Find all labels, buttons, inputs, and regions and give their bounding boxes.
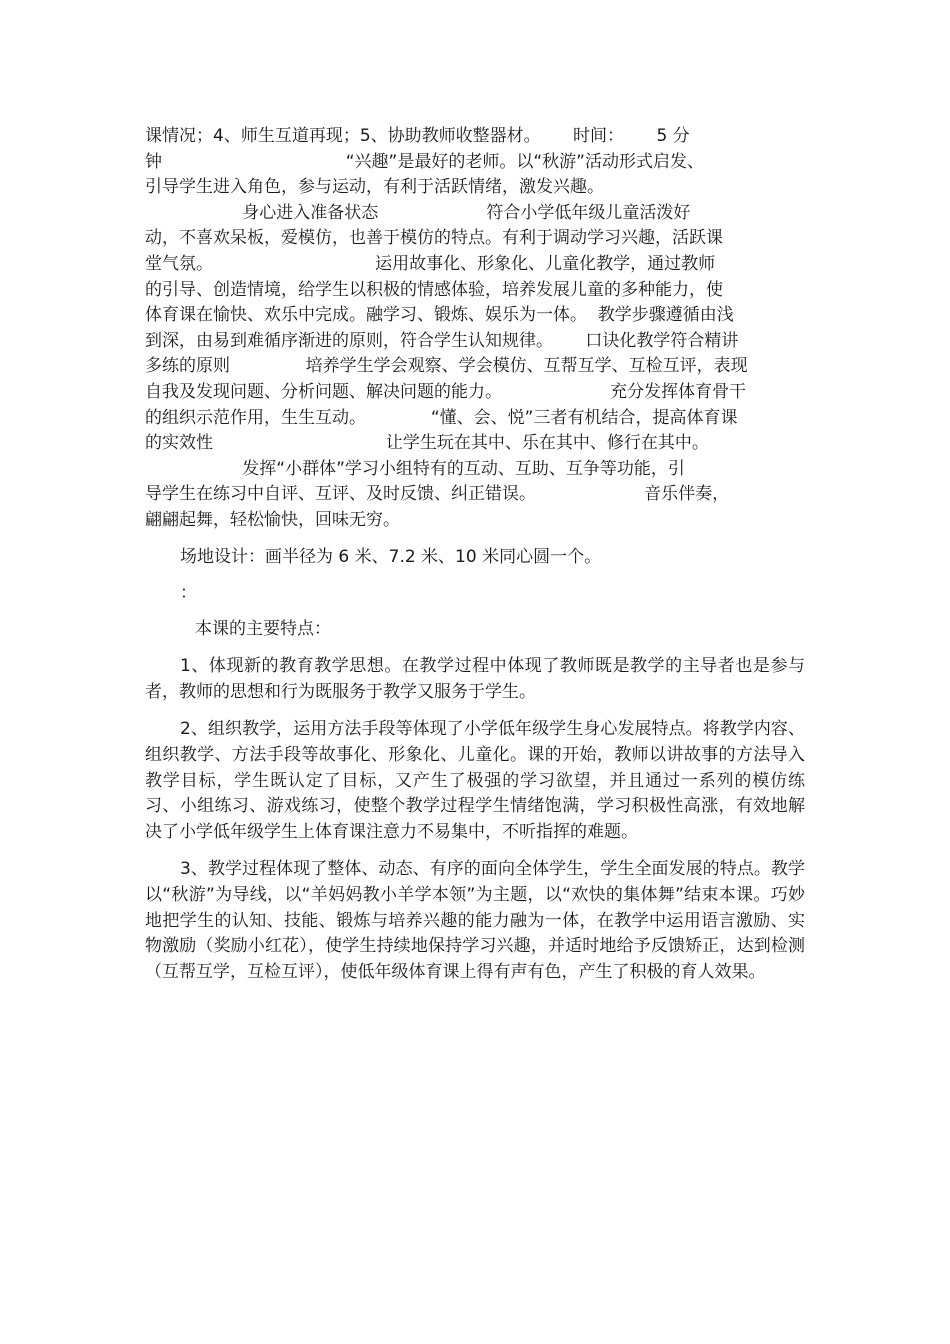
features-heading: 本课的主要特点： bbox=[195, 618, 331, 639]
teaching-notes bbox=[145, 124, 805, 534]
notes-line: 的引导、创造情境，给学生以积极的情感体验，培养发展儿童的多种能力，使 bbox=[145, 279, 723, 300]
feature-paragraph-3: 3、教学过程体现了整体、动态、有序的面向全体学生，学生全面发展的特点。教学以“秋游”为导线，以“羊妈妈教小羊学本领”为主题，以“欢快的集体舞”结束本课。巧妙地把学生的认知、技能、锻炼与培养兴趣的能力融为一体，在教学中运用语言激励、实物激励（奖励小红花），使学生持续地保持学习兴趣，并适时地给予反馈矫正，达到检测（互帮互学，互检互评），使低年级体育课上得有声有色，产生了积极的育人效果。 bbox=[145, 859, 805, 982]
notes-line: 动，不喜欢呆板，爱模仿，也善于模仿的特点。有利于调动学习兴趣，活跃课 bbox=[145, 228, 723, 249]
notes-line: 到深，由易到难循序渐进的原则，符合学生认知规律。 口诀化教学符合精讲 bbox=[145, 330, 739, 351]
notes-line: 发挥“小群体”学习小组特有的互动、互助、互争等功能，引 bbox=[145, 458, 685, 479]
notes-line: 堂气氛。 运用故事化、形象化、儿童化教学，通过教师 bbox=[145, 253, 716, 274]
notes-line: 钟 “兴趣”是最好的老师。以“秋游”活动形式启发、 bbox=[145, 151, 704, 172]
notes-line: 引导学生进入角色，参与运动，有利于活跃情绪，激发兴趣。 bbox=[145, 177, 604, 198]
colon-line: ： bbox=[180, 583, 197, 604]
notes-line: 的组织示范作用，生生互动。 “懂、会、悦”三者有机结合，提高体育课 bbox=[145, 407, 738, 428]
notes-line: 的实效性 让学生玩在其中、乐在其中、修行在其中。 bbox=[145, 433, 709, 454]
feature-paragraph-1: 1、体现新的教育教学思想。在教学过程中体现了教师既是教学的主导者也是参与者，教师的思想和行为既服务于教学又服务于学生。 bbox=[145, 656, 805, 702]
notes-line: 多练的原则 培养学生学会观察、学会模仿、互帮互学、互检互评，表现 bbox=[145, 356, 748, 377]
venue-design: 场地设计：画半径为 6 米、7.2 米、10 米同心圆一个。 bbox=[180, 546, 602, 567]
notes-line: 身心进入准备状态 符合小学低年级儿童活泼好 bbox=[145, 202, 691, 223]
notes-line: 体育课在愉快、欢乐中完成。融学习、锻炼、娱乐为一体。 教学步骤遵循由浅 bbox=[145, 305, 734, 326]
notes-line: 导学生在练习中自评、互评、及时反馈、纠正错误。 音乐伴奏， bbox=[145, 484, 730, 505]
document-page bbox=[145, 124, 805, 985]
notes-line: 课情况；4、师生互道再现；5、协助教师收整器材。 时间： 5 分 bbox=[145, 126, 690, 146]
notes-line: 翩翩起舞，轻松愉快，回味无穷。 bbox=[145, 509, 400, 530]
feature-paragraph-2: 2、组织教学，运用方法手段等体现了小学低年级学生身心发展特点。将教学内容、组织教学、方法手段等故事化、形象化、儿童化。课的开始，教师以讲故事的方法导入教学目标，学生既认定了目标，又产生了极强的学习欲望，并且通过一系列的模仿练习、小组练习、游戏练习，使整个教学过程学生情绪饱满，学习积极性高涨，有效地解决了小学低年级学生上体育课注意力不易集中，不听指挥的难题。 bbox=[145, 719, 805, 842]
notes-line: 自我及发现问题、分析问题、解决问题的能力。 充分发挥体育骨干 bbox=[145, 381, 747, 402]
